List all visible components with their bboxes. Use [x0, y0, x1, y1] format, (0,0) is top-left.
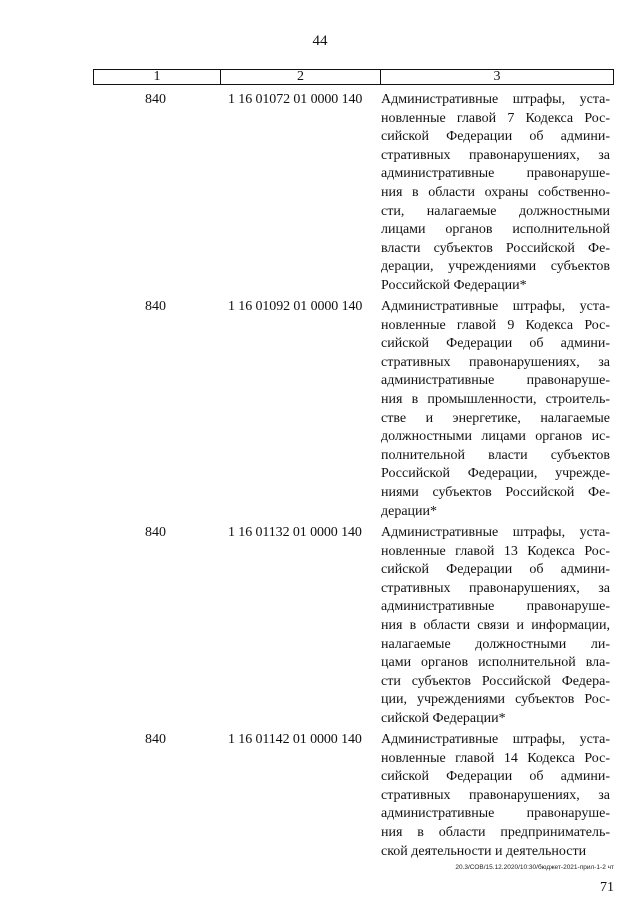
description-line: ния в области связи и информации,: [381, 617, 610, 633]
description-line: стративных правонарушениях, за: [381, 787, 610, 803]
description-line: новленные главой 14 Кодекса Рос-: [381, 750, 610, 766]
admin-code-cell: 840: [145, 92, 166, 107]
admin-code-cell: 840: [145, 732, 166, 747]
description-line: новленные главой 7 Кодекса Рос-: [381, 110, 610, 126]
admin-code-cell: 840: [145, 299, 166, 314]
table-header-row: [93, 69, 614, 85]
description-line: ции, учреждениями субъектов Рос-: [381, 692, 610, 708]
description-line: лицами органов исполнительной: [381, 222, 610, 238]
description-line: ниями субъектов Российской Фе-: [381, 484, 610, 500]
description-line: административные правонаруше-: [381, 599, 610, 615]
page-number: 44: [312, 33, 328, 49]
description-line: налагаемые должностными ли-: [381, 636, 610, 652]
description-cell: [381, 298, 610, 521]
header-cell-3: 3: [493, 69, 501, 84]
description-cell: [381, 91, 610, 296]
header-cell-2: 2: [221, 70, 381, 84]
description-line: дерации, учреждениями субъектов: [381, 259, 610, 275]
description-line: ния в области охраны собственно-: [381, 184, 610, 200]
header-cell-1: 1: [94, 70, 221, 84]
description-line: новленные главой 9 Кодекса Рос-: [381, 317, 610, 333]
kbk-code-cell: 1 16 01132 01 0000 140: [228, 525, 362, 540]
description-line: Российской Федерации*: [381, 277, 527, 293]
description-line: Российской Федерации, учрежде-: [381, 466, 610, 482]
description-line: сийской Федерации об админи-: [381, 129, 610, 145]
description-line: сти субъектов Российской Федера-: [381, 673, 610, 689]
description-line: стве и энергетике, налагаемые: [381, 410, 610, 426]
description-line: ния в промышленности, строитель-: [381, 391, 610, 407]
kbk-code-cell: 1 16 01092 01 0000 140: [228, 299, 363, 314]
description-cell: [381, 731, 610, 861]
sheet-number: 71: [600, 880, 614, 895]
description-line: сийской Федерации об админи-: [381, 336, 610, 352]
description-line: стративных правонарушениях, за: [381, 354, 610, 370]
description-line: должностными лицами органов ис-: [381, 429, 610, 445]
description-line: сийской Федерации об админи-: [381, 562, 610, 578]
description-line: сти, налагаемые должностными: [381, 203, 610, 219]
description-line: Административные штрафы, уста-: [381, 732, 610, 747]
description-line: административные правонаруше-: [381, 806, 610, 822]
description-line: административные правонаруше-: [381, 373, 610, 389]
description-line: Административные штрафы, уста-: [381, 92, 610, 107]
description-cell: [381, 524, 610, 729]
description-line: стративных правонарушениях, за: [381, 147, 610, 163]
description-line: сийской Федерации*: [381, 710, 506, 726]
description-line: дерации*: [381, 503, 438, 519]
description-line: новленные главой 13 Кодекса Рос-: [381, 543, 610, 559]
description-line: стративных правонарушениях, за: [381, 580, 610, 596]
kbk-code-cell: 1 16 01142 01 0000 140: [228, 732, 362, 747]
description-line: полнительной власти субъектов: [381, 447, 610, 463]
kbk-code-cell: 1 16 01072 01 0000 140: [228, 92, 363, 107]
description-line: ской деятельности и деятельности: [381, 843, 587, 859]
description-line: Административные штрафы, уста-: [381, 299, 610, 314]
description-line: цами органов исполнительной вла-: [381, 655, 610, 671]
description-line: власти субъектов Российской Фе-: [381, 240, 610, 256]
description-line: сийской Федерации об админи-: [381, 769, 610, 785]
description-line: административные правонаруше-: [381, 166, 610, 182]
description-line: ния в области предприниматель-: [381, 824, 610, 840]
footer-stamp: 20.3/СОВ/15.12.2020/10:30/бюджет-2021-прил-1-2 чт: [455, 864, 614, 871]
admin-code-cell: 840: [145, 525, 166, 540]
description-line: Административные штрафы, уста-: [381, 525, 610, 540]
